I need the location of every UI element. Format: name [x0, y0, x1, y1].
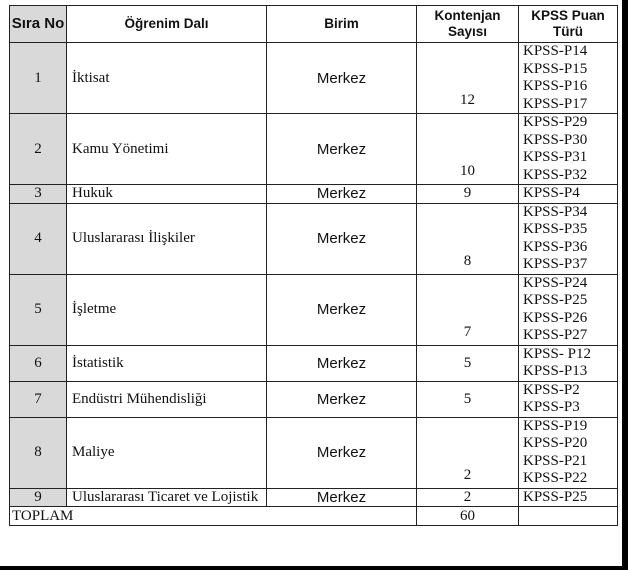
kpss-list — [519, 43, 618, 114]
quota-value: 8 — [417, 203, 519, 274]
program-name: Endüstri Mühendisliği — [67, 381, 267, 417]
kpss-list — [519, 417, 618, 488]
kpss-code: KPSS-P24 — [523, 274, 588, 291]
table-row — [10, 185, 618, 204]
total-label: TOPLAM — [10, 507, 417, 526]
kpss-list — [519, 488, 618, 507]
kpss-code: KPSS-P22 — [523, 470, 588, 486]
program-name: İstatistik — [67, 345, 267, 381]
quota-value: 5 — [417, 345, 519, 381]
program-name: İşletme — [67, 274, 267, 345]
unit-name: Merkez — [267, 417, 417, 488]
row-number: 9 — [10, 488, 67, 507]
kpss-code: KPSS-P29 — [523, 114, 588, 130]
table-row — [10, 274, 618, 345]
row-number: 1 — [10, 43, 67, 114]
kpss-code: KPSS-P37 — [523, 256, 588, 272]
kpss-code: KPSS-P27 — [523, 327, 588, 343]
kpss-code: KPSS-P25 — [523, 488, 588, 505]
table-row — [10, 417, 618, 488]
kpss-code: KPSS-P25 — [523, 292, 588, 308]
table-row — [10, 488, 618, 507]
kpss-code: KPSS-P19 — [523, 417, 588, 434]
program-name: Uluslararası İlişkiler — [67, 203, 267, 274]
frame-bottom-border — [0, 566, 628, 570]
row-number: 5 — [10, 274, 67, 345]
program-name: Uluslararası Ticaret ve Lojistik — [67, 488, 267, 507]
kpss-code: KPSS- P12 — [523, 345, 591, 362]
kpss-code: KPSS-P15 — [523, 60, 588, 77]
header-kpss: KPSS Puan Türü — [519, 6, 618, 43]
row-number: 8 — [10, 417, 67, 488]
row-number: 2 — [10, 114, 67, 185]
unit-name: Merkez — [267, 43, 417, 114]
row-number: 6 — [10, 345, 67, 381]
kpss-code: KPSS-P20 — [523, 435, 588, 451]
quota-value: 2 — [417, 417, 519, 488]
kpss-list — [519, 345, 618, 381]
quota-value: 5 — [417, 381, 519, 417]
unit-name: Merkez — [267, 488, 417, 507]
header-no: Sıra No — [10, 6, 67, 43]
row-number: 7 — [10, 381, 67, 417]
quota-value: 7 — [417, 274, 519, 345]
table-body — [10, 43, 618, 507]
quota-value: 12 — [417, 43, 519, 114]
kpss-list — [519, 274, 618, 345]
kpss-code: KPSS-P16 — [523, 78, 588, 94]
kpss-list — [519, 381, 618, 417]
quota-value: 10 — [417, 114, 519, 185]
kpss-code: KPSS-P34 — [523, 203, 588, 220]
unit-name: Merkez — [267, 274, 417, 345]
program-name: Hukuk — [67, 185, 267, 204]
quota-table — [9, 5, 618, 526]
total-empty-cell — [519, 507, 618, 526]
kpss-list — [519, 185, 618, 204]
quota-value: 2 — [417, 488, 519, 507]
kpss-code: KPSS-P13 — [523, 363, 588, 379]
program-name: Kamu Yönetimi — [67, 114, 267, 185]
row-number: 3 — [10, 185, 67, 204]
quota-value: 9 — [417, 185, 519, 204]
header-program: Öğrenim Dalı — [67, 6, 267, 43]
kpss-code: KPSS-P31 — [523, 149, 588, 165]
program-name: İktisat — [67, 43, 267, 114]
table-row — [10, 43, 618, 114]
total-row — [10, 507, 618, 526]
program-name: Maliye — [67, 417, 267, 488]
table-row — [10, 381, 618, 417]
table-row — [10, 114, 618, 185]
kpss-code: KPSS-P2 — [523, 381, 580, 398]
total-value: 60 — [417, 507, 519, 526]
kpss-code: KPSS-P30 — [523, 131, 588, 148]
kpss-code: KPSS-P3 — [523, 399, 580, 415]
unit-name: Merkez — [267, 185, 417, 204]
row-number: 4 — [10, 203, 67, 274]
kpss-list — [519, 114, 618, 185]
header-quota: Kontenjan Sayısı — [417, 6, 519, 43]
kpss-code: KPSS-P26 — [523, 309, 588, 326]
kpss-code: KPSS-P17 — [523, 95, 588, 112]
header-row — [10, 6, 618, 43]
kpss-code: KPSS-P21 — [523, 452, 588, 469]
kpss-code: KPSS-P35 — [523, 221, 588, 237]
unit-name: Merkez — [267, 345, 417, 381]
kpss-list — [519, 203, 618, 274]
kpss-code: KPSS-P14 — [523, 43, 588, 59]
unit-name: Merkez — [267, 203, 417, 274]
header-unit: Birim — [267, 6, 417, 43]
kpss-code: KPSS-P4 — [523, 185, 580, 201]
unit-name: Merkez — [267, 381, 417, 417]
kpss-code: KPSS-P36 — [523, 238, 588, 255]
table-row — [10, 345, 618, 381]
table-row — [10, 203, 618, 274]
frame-right-border — [622, 0, 628, 570]
unit-name: Merkez — [267, 114, 417, 185]
kpss-code: KPSS-P32 — [523, 166, 588, 183]
